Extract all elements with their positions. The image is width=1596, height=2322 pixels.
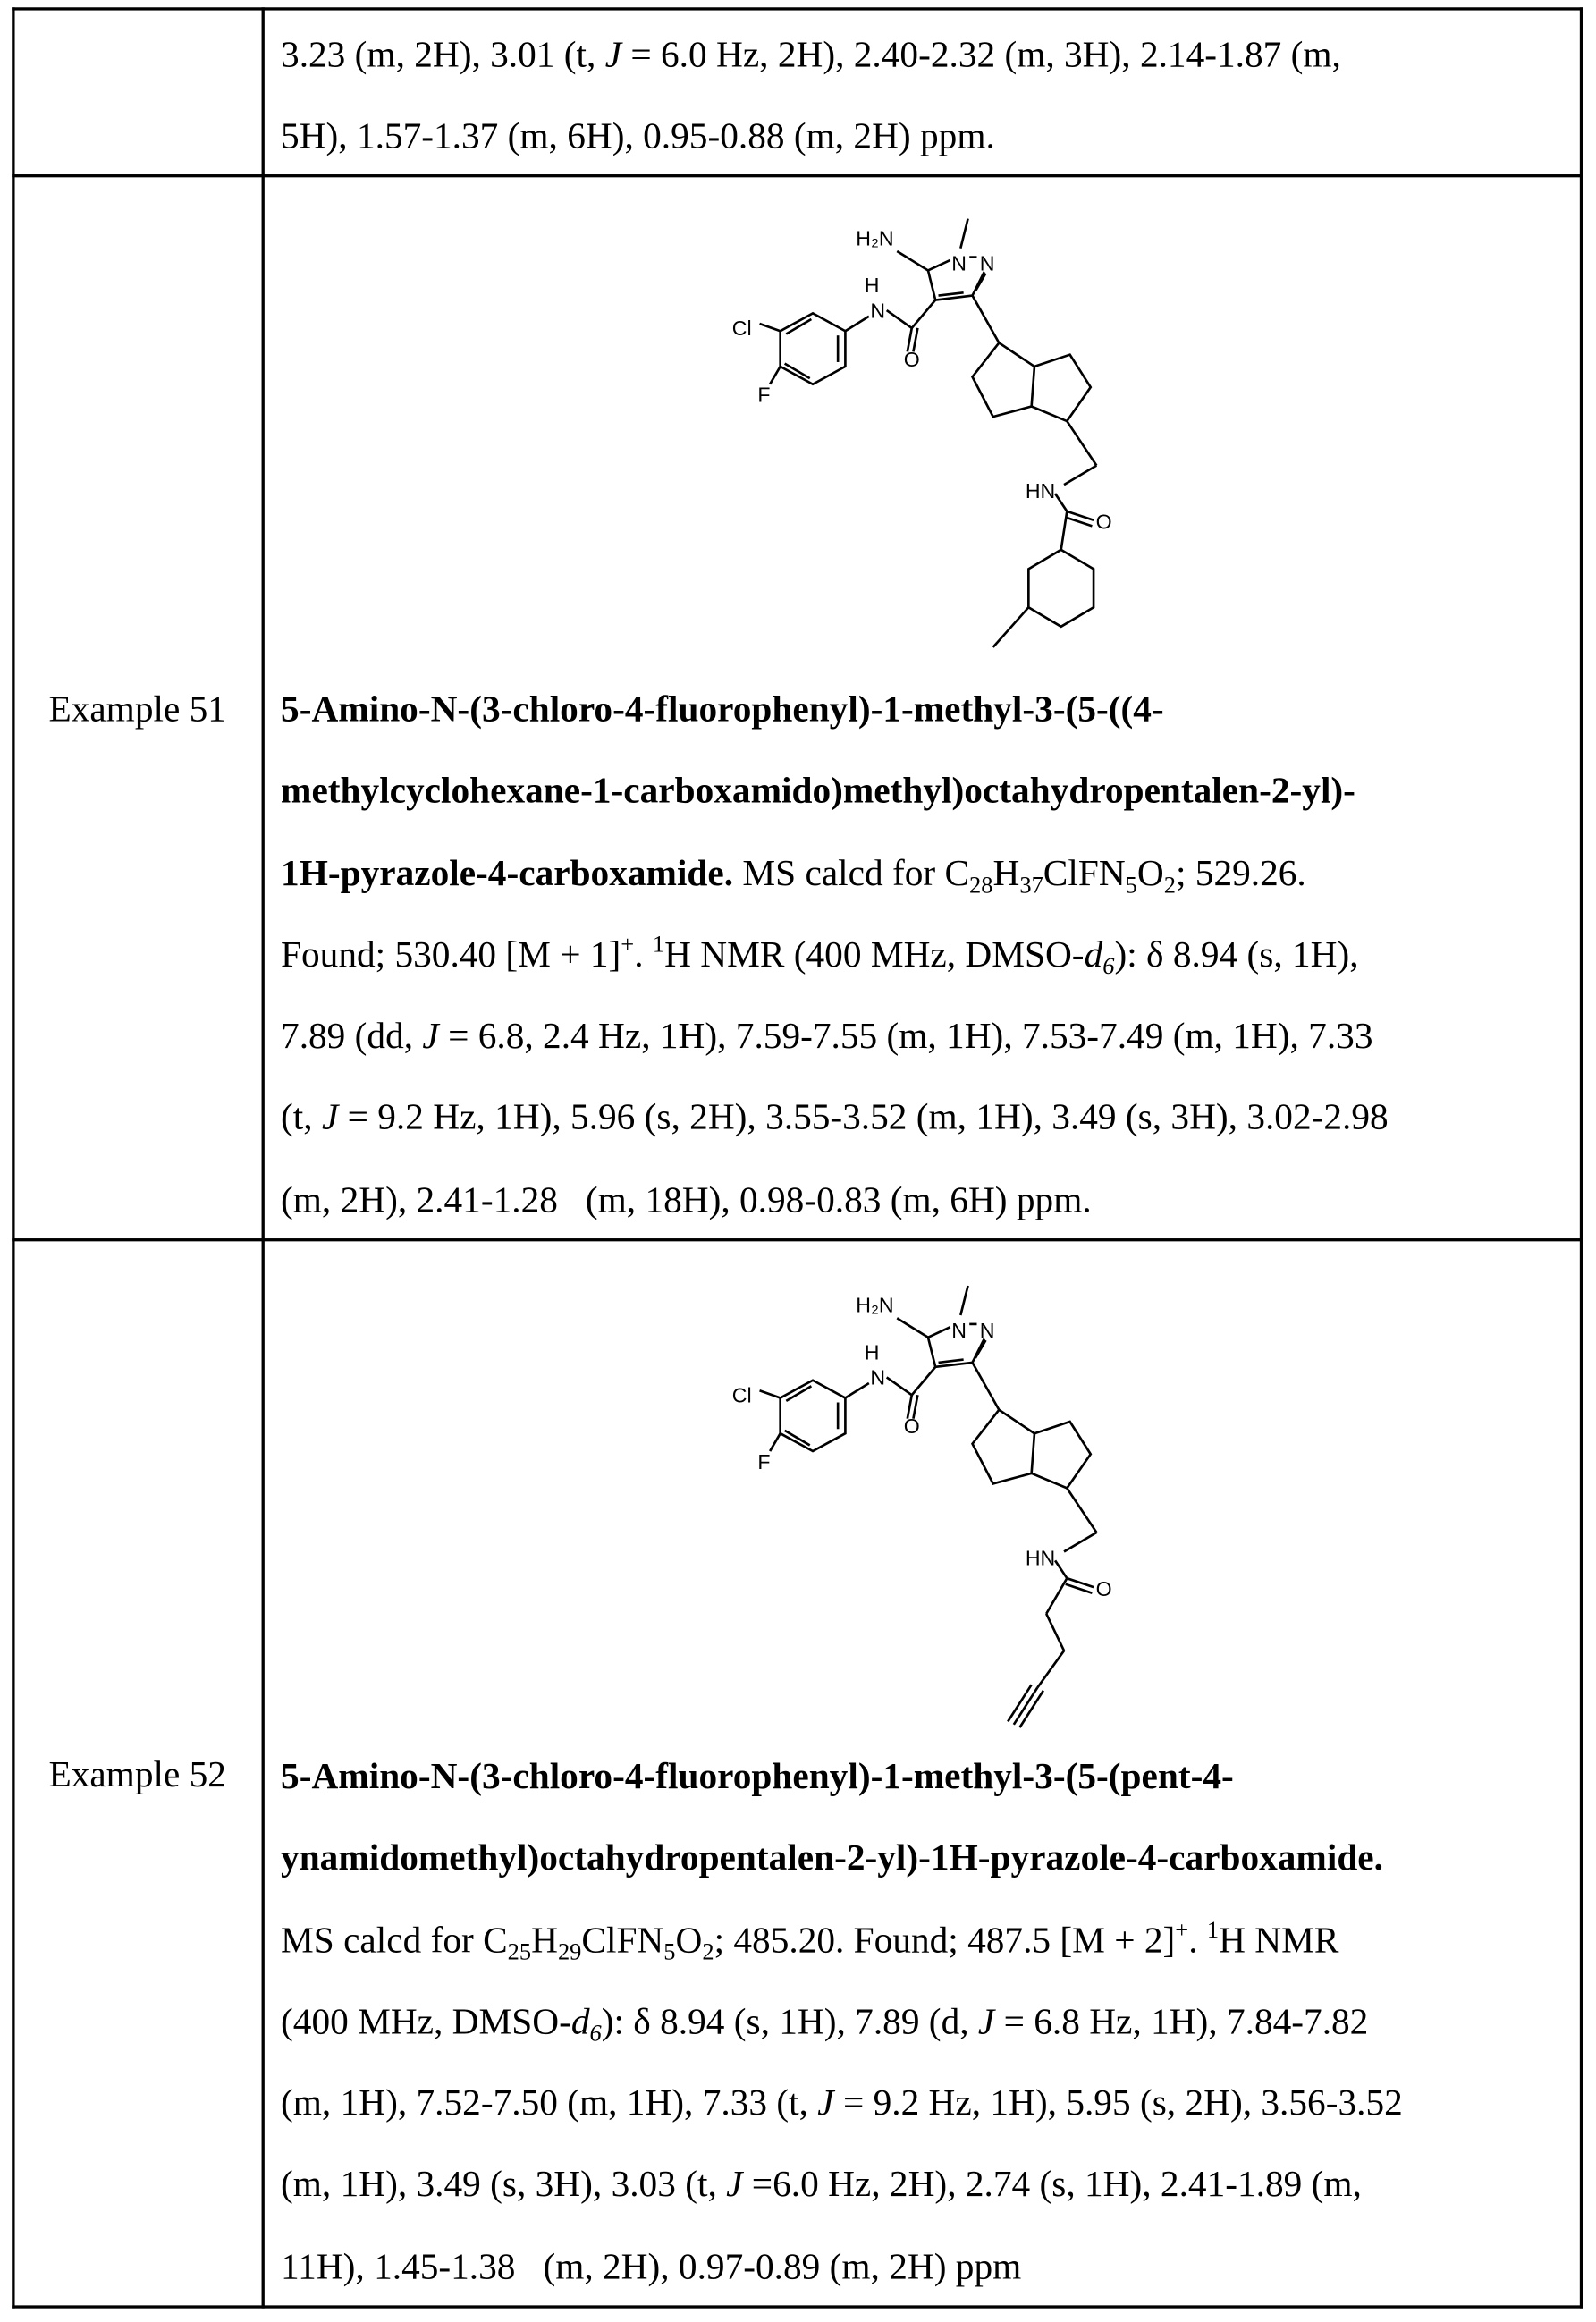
text-run: .	[1188, 1921, 1207, 1961]
bond	[887, 310, 912, 328]
text-run: H NMR	[1219, 1921, 1338, 1961]
cyclopentane-ring	[1032, 1422, 1091, 1488]
text-run: (m, 2H), 2.41-1.28 (m, 18H), 0.98-0.83 (m, 6H) ppm.	[281, 1180, 1092, 1220]
text-run: J	[726, 2166, 742, 2206]
cyclohexane-ring	[1028, 550, 1094, 627]
bond	[1055, 494, 1067, 511]
bond	[845, 1383, 868, 1398]
atom-label: H₂N	[856, 1294, 893, 1317]
atom-label: Cl	[732, 317, 752, 340]
atom-label: O	[1096, 1577, 1112, 1600]
text-run: d	[571, 2002, 590, 2042]
text-run: J	[422, 1017, 438, 1057]
phenyl-ring	[781, 313, 846, 384]
text-run: 2	[1164, 873, 1176, 898]
bond	[1055, 1560, 1067, 1578]
text-run: = 6.0 Hz, 2H), 2.40-2.32 (m, 3H), 2.14-1.87 (m,	[621, 36, 1341, 76]
structure-0	[732, 219, 1112, 647]
text-run: +	[621, 933, 634, 958]
atom-label: F	[757, 1450, 770, 1473]
atom-label: Cl	[732, 1384, 752, 1407]
text-run: ): δ 8.94 (s, 1H),	[1114, 935, 1358, 975]
cyclopentane-ring	[1032, 355, 1091, 421]
atom-label: HN	[1026, 1546, 1055, 1569]
bond	[912, 1367, 935, 1395]
atom-label: N	[951, 251, 967, 274]
text-run: 1H-pyrazole-4-carboxamide.	[281, 854, 733, 894]
text-run: 37	[1019, 873, 1043, 898]
bond	[1064, 1533, 1096, 1551]
text-run: = 9.2 Hz, 1H), 5.96 (s, 2H), 3.55-3.52 (m, 1H), 3.49 (s, 3H), 3.02-2.98	[338, 1099, 1388, 1139]
bond	[1046, 1614, 1064, 1651]
text-run: 25	[508, 1939, 531, 1964]
text-run: 11H), 1.45-1.38 (m, 2H), 0.97-0.89 (m, 2H) ppm	[281, 2248, 1021, 2288]
text-run: H	[531, 1921, 558, 1961]
text-run: H NMR (400 MHz, DMSO-	[664, 935, 1084, 975]
text-run: =6.0 Hz, 2H), 2.74 (s, 1H), 2.41-1.89 (m,	[742, 2166, 1361, 2206]
bond	[928, 260, 950, 271]
bond	[928, 1327, 950, 1338]
bond	[973, 296, 1000, 343]
text-run: J	[817, 2084, 833, 2124]
atom-label: N	[870, 1366, 885, 1389]
bond	[1061, 511, 1068, 550]
example-label: Example 51	[12, 688, 263, 733]
text-run: 6	[590, 2022, 602, 2047]
bond	[928, 1338, 935, 1367]
text-run: 5	[663, 1939, 675, 1964]
text-run: ): δ 8.94 (s, 1H), 7.89 (d,	[602, 2002, 978, 2042]
bond	[760, 1390, 781, 1397]
text-run: O	[676, 1921, 703, 1961]
text-run: J	[322, 1099, 338, 1139]
text-run: 5-Amino-N-(3-chloro-4-fluorophenyl)-1-methyl-3-(5-(pent-4-	[281, 1757, 1234, 1797]
bond	[975, 1340, 986, 1358]
bond	[1037, 1651, 1064, 1687]
text-run: MS calcd for C	[281, 1921, 508, 1961]
bond	[770, 1433, 781, 1451]
text-run: methylcyclohexane-1-carboxamido)methyl)octahydropentalen-2-yl)-	[281, 772, 1355, 812]
text-run: 28	[969, 873, 992, 898]
bond	[887, 1377, 912, 1395]
atom-label: HN	[1026, 479, 1055, 502]
text-run: Found; 530.40 [M + 1]	[281, 935, 621, 975]
text-run: d	[1085, 935, 1103, 975]
atom-label: N	[980, 251, 995, 274]
text-run: 1	[1207, 1918, 1219, 1943]
text-run: 5H), 1.57-1.37 (m, 6H), 0.95-0.88 (m, 2H) ppm.	[281, 117, 995, 157]
text-run: = 6.8, 2.4 Hz, 1H), 7.59-7.55 (m, 1H), 7.53-7.49 (m, 1H), 7.33	[439, 1017, 1373, 1057]
text-run: 5-Amino-N-(3-chloro-4-fluorophenyl)-1-methyl-3-(5-((4-	[281, 690, 1164, 730]
text-run: 29	[558, 1939, 581, 1964]
bond	[973, 1363, 1000, 1410]
cyclopentane-ring	[973, 1410, 1034, 1484]
text-run: J	[978, 2002, 994, 2042]
atom-label: N	[980, 1319, 995, 1342]
chemical-structure-example-51	[0, 0, 1596, 2322]
bond	[960, 219, 967, 249]
text-run: (400 MHz, DMSO-	[281, 2002, 571, 2042]
text-run: = 9.2 Hz, 1H), 5.95 (s, 2H), 3.56-3.52	[834, 2084, 1403, 2124]
text-run: (m, 1H), 3.49 (s, 3H), 3.03 (t,	[281, 2166, 726, 2206]
atom-label: H₂N	[856, 226, 893, 249]
text-run: 5	[1126, 873, 1137, 898]
bond	[770, 367, 781, 384]
text-run: 6	[1102, 955, 1114, 980]
atom-label: O	[1096, 511, 1112, 534]
text-run: ; 529.26.	[1176, 854, 1306, 894]
bond	[897, 1318, 928, 1337]
text-run: = 6.8 Hz, 1H), 7.84-7.82	[994, 2002, 1368, 2042]
bond	[760, 324, 781, 331]
bond	[1067, 421, 1096, 466]
text-run: (t,	[281, 1099, 322, 1139]
bond	[975, 274, 986, 291]
example-label: Example 52	[12, 1754, 263, 1799]
phenyl-ring	[781, 1381, 846, 1451]
text-run: 3.23 (m, 2H), 3.01 (t,	[281, 36, 605, 76]
bond	[939, 292, 964, 295]
cyclopentane-ring	[973, 342, 1034, 417]
atom-label: N	[951, 1319, 967, 1342]
text-run: J	[605, 36, 621, 76]
bond	[1064, 466, 1096, 485]
text-run: O	[1137, 854, 1164, 894]
bond	[993, 607, 1029, 647]
bond	[1046, 1578, 1067, 1614]
atom-label: O	[904, 1414, 920, 1438]
atom-label: N	[870, 299, 885, 322]
text-run: ClFN	[581, 1921, 663, 1961]
atom-label: O	[904, 348, 920, 371]
document-page	[0, 0, 1596, 2322]
text-run: H	[993, 854, 1020, 894]
bond	[1067, 1488, 1096, 1533]
bond	[912, 300, 935, 328]
structure-1	[732, 1286, 1112, 1727]
text-run: 1	[653, 933, 664, 958]
text-run: ; 485.20. Found; 487.5 [M + 2]	[714, 1921, 1176, 1961]
text-run: ynamidomethyl)octahydropentalen-2-yl)-1H-pyrazole-4-carboxamide.	[281, 1839, 1383, 1879]
atom-label: H	[865, 1341, 880, 1364]
bond	[928, 270, 935, 300]
atom-label: F	[757, 384, 770, 407]
text-run: MS calcd for C	[733, 854, 969, 894]
atom-label: H	[865, 274, 880, 297]
bond	[939, 1360, 964, 1363]
text-run: 7.89 (dd,	[281, 1017, 422, 1057]
text-run: +	[1175, 1918, 1188, 1943]
text-run: ClFN	[1043, 854, 1126, 894]
text-run: 2	[702, 1939, 714, 1964]
text-run: .	[634, 935, 653, 975]
bond	[845, 317, 868, 332]
bond	[897, 251, 928, 270]
text-run: (m, 1H), 7.52-7.50 (m, 1H), 7.33 (t,	[281, 2084, 817, 2124]
bond	[960, 1286, 967, 1315]
